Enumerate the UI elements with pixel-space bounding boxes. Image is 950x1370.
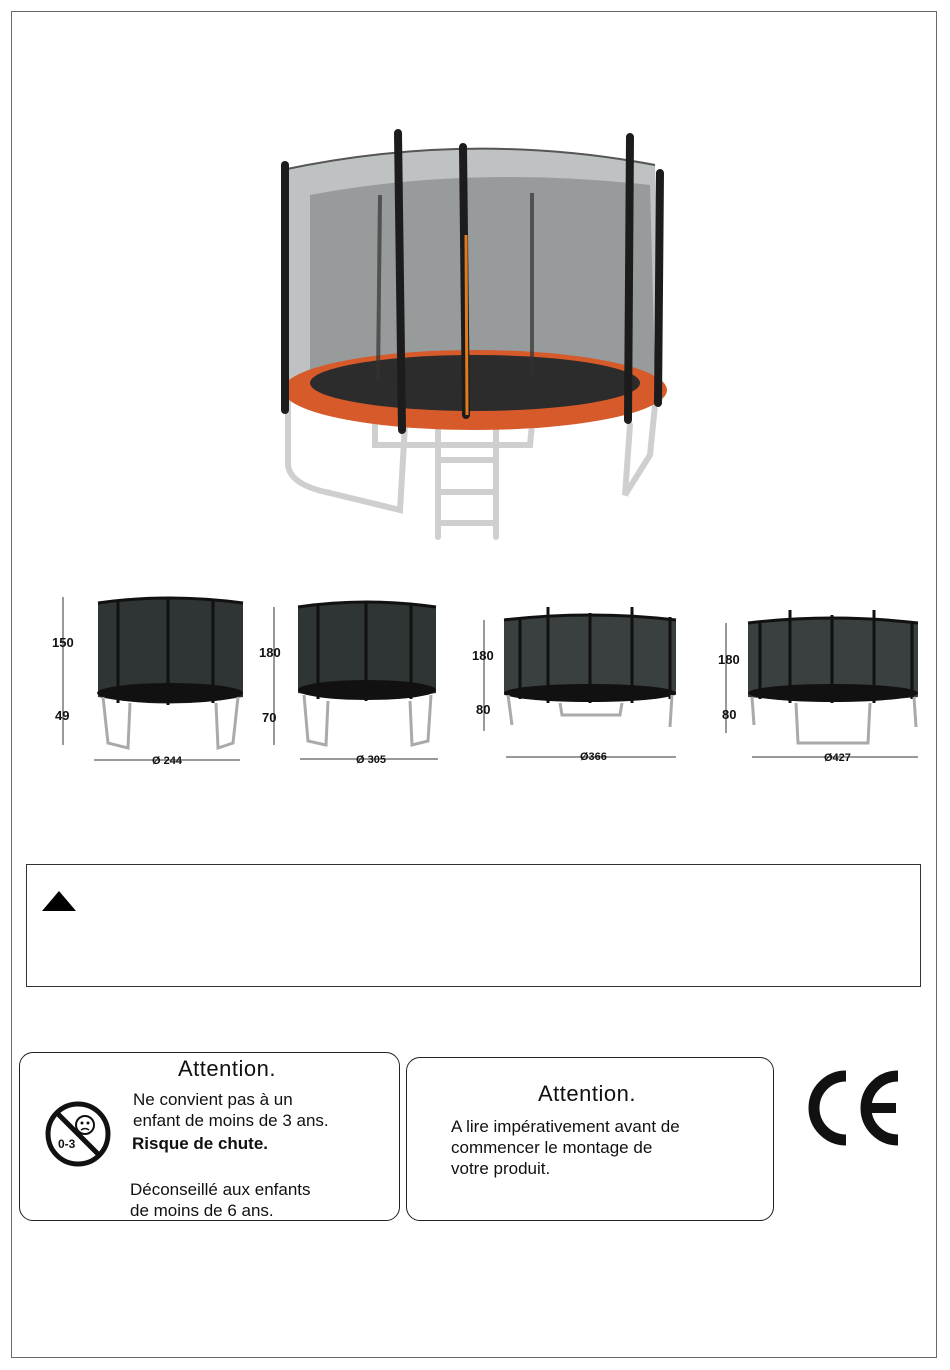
warning-triangle-icon xyxy=(42,891,76,911)
panel-age-title: Attention. xyxy=(178,1056,276,1081)
model-427-net-height: 180 xyxy=(718,652,740,667)
model-244 xyxy=(48,585,278,775)
model-427-diameter: Ø427 xyxy=(824,752,851,764)
model-366 xyxy=(470,585,700,775)
panel-age-line1: Ne convient pas à un enfant de moins de 3 ans. xyxy=(133,1090,329,1130)
model-427-diagram xyxy=(712,585,942,775)
warning-box xyxy=(26,864,921,987)
model-366-diameter: Ø366 xyxy=(580,751,607,763)
model-427-leg-height: 80 xyxy=(722,707,737,722)
model-244-diagram xyxy=(48,585,278,775)
attention-panel-age xyxy=(19,1052,400,1221)
model-305-leg-height: 70 xyxy=(262,710,277,725)
panel-read-text: A lire impérativement avant de commencer le montage de votre produit. xyxy=(451,1117,680,1178)
trampoline-hero-image xyxy=(270,125,680,545)
model-244-net-height: 150 xyxy=(52,635,74,650)
no-children-under-3-icon xyxy=(44,1100,112,1168)
panel-read-title: Attention. xyxy=(538,1081,636,1106)
ce-mark-icon xyxy=(806,1068,904,1148)
age-icon-label: 0-3 xyxy=(58,1137,76,1151)
panel-age-line3: Déconseillé aux enfants de moins de 6 ans. xyxy=(130,1180,311,1220)
trampoline-illustration xyxy=(270,125,680,545)
model-244-leg-height: 49 xyxy=(55,708,70,723)
model-305 xyxy=(256,585,486,775)
model-305-net-height: 180 xyxy=(259,645,281,660)
attention-panel-read-first xyxy=(406,1057,774,1221)
model-305-diameter: Ø 305 xyxy=(356,754,386,766)
model-366-leg-height: 80 xyxy=(476,702,491,717)
model-244-diameter: Ø 244 xyxy=(152,755,182,767)
model-366-net-height: 180 xyxy=(472,648,494,663)
model-366-diagram xyxy=(470,585,700,775)
panel-age-line2: Risque de chute. xyxy=(132,1134,269,1153)
model-305-diagram xyxy=(256,585,486,775)
model-427 xyxy=(712,585,942,775)
